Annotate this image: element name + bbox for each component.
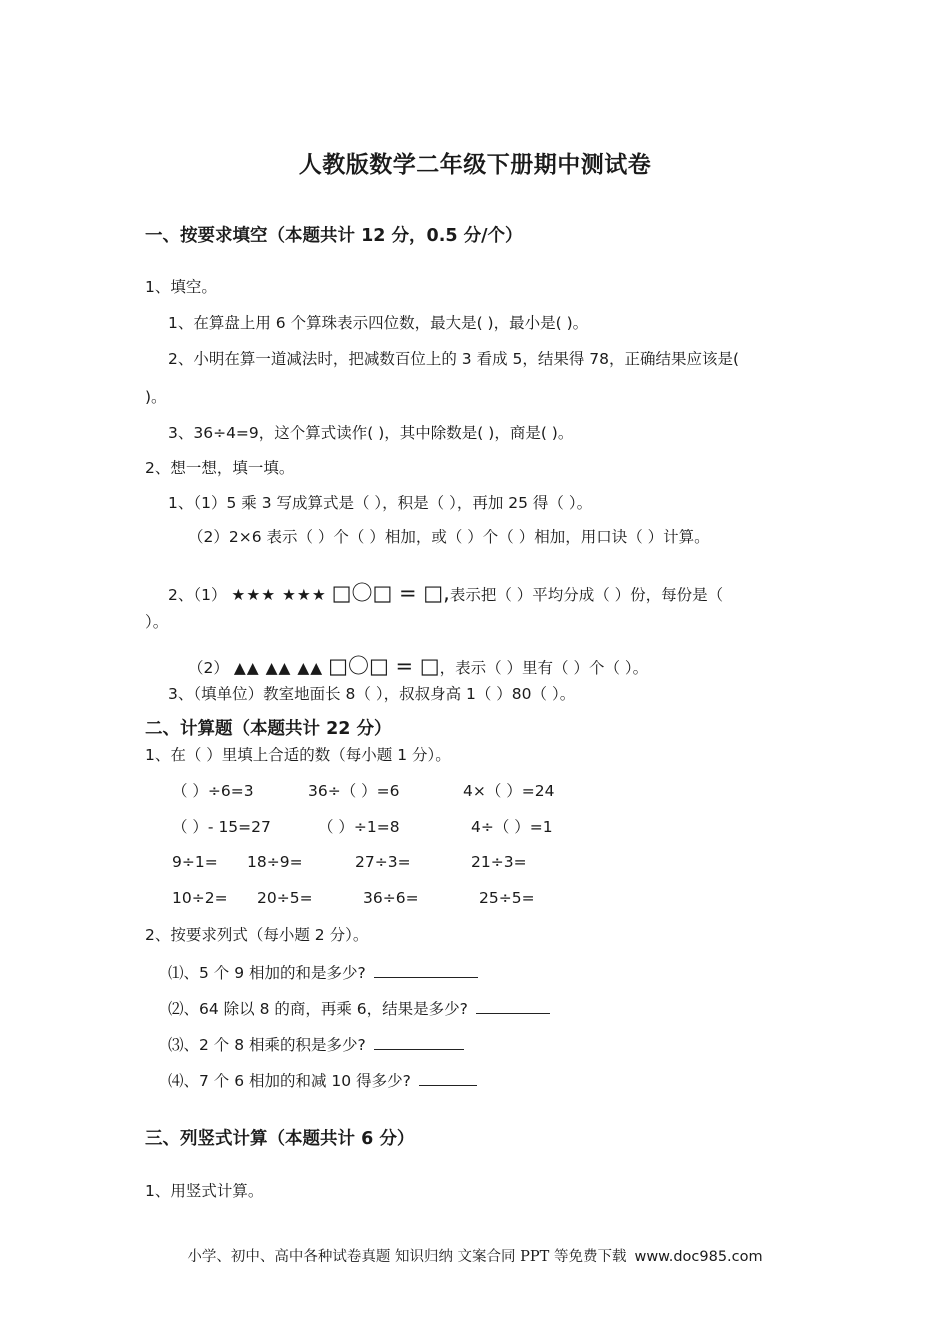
s2-q2-item1 — [168, 961, 478, 983]
calc-cell: 21÷3= — [471, 853, 527, 871]
calc-cell: （ ）÷1=8 — [318, 818, 400, 836]
s1-q2-item2a-text: 表示把（ ）平均分成（ ）份，每份是（ — [449, 586, 724, 604]
s1-q1-item2-cont: )。 — [145, 388, 167, 406]
answer-blank[interactable] — [419, 1069, 477, 1086]
answer-blank[interactable] — [374, 961, 478, 978]
calc-cell: 10÷2= — [172, 889, 228, 907]
section-2-heading: 二、计算题（本题共计 22 分） — [145, 719, 392, 739]
s2-q1-head: 1、在（ ）里填上合适的数（每小题 1 分）。 — [145, 746, 451, 764]
question-text: ⑷、7 个 6 相加的和减 10 得多少? — [168, 1072, 411, 1090]
s1-q1-item1: 1、在算盘上用 6 个算珠表示四位数，最大是( )，最小是( )。 — [168, 314, 589, 332]
page-title: 人教版数学二年级下册期中测试卷 — [298, 152, 652, 178]
section-1-heading: 一、按要求填空（本题共计 12 分，0.5 分/个） — [145, 226, 523, 246]
calc-cell: 36÷（ ）=6 — [308, 782, 400, 800]
s1-q1-head: 1、填空。 — [145, 278, 217, 296]
calc-cell: 25÷5= — [479, 889, 535, 907]
calc-cell: 20÷5= — [257, 889, 313, 907]
question-text: ⑴、5 个 9 相加的和是多少? — [168, 964, 366, 982]
calc-cell: 4÷（ ）=1 — [471, 818, 553, 836]
s2-q2-item2 — [168, 997, 550, 1019]
calc-cell: 36÷6= — [363, 889, 419, 907]
s1-q2-head: 2、想一想，填一填。 — [145, 459, 295, 477]
s1-q2-item2a — [168, 580, 723, 608]
star-group-icon: ★★★ ★★★ — [231, 586, 327, 604]
answer-blank[interactable] — [374, 1033, 464, 1050]
calc-cell: 9÷1= — [172, 853, 218, 871]
question-text: ⑶、2 个 8 相乘的积是多少? — [168, 1036, 366, 1054]
s2-q2-item3 — [168, 1033, 464, 1055]
answer-blank[interactable] — [476, 997, 550, 1014]
triangle-group-icon: ▲▲ ▲▲ ▲▲ — [233, 659, 324, 677]
footer-url[interactable]: www.doc985.com — [634, 1249, 763, 1265]
footer-text: 小学、初中、高中各种试卷真题 知识归纳 文案合同 PPT 等免费下载 — [187, 1249, 627, 1265]
equation-boxes: □〇□ = □, — [331, 581, 450, 605]
s1-q2-item2b-text: ，表示（ ）里有（ ）个（ ）。 — [439, 659, 649, 677]
s1-q2-item2a-cont: ）。 — [145, 613, 169, 631]
calc-cell: （ ）÷6=3 — [172, 782, 254, 800]
s2-q2-head: 2、按要求列式（每小题 2 分）。 — [145, 926, 369, 944]
calc-cell: 27÷3= — [355, 853, 411, 871]
s1-q2-item2a-prefix: 2、（1） — [168, 586, 227, 604]
s1-q1-item2: 2、小明在算一道减法时，把减数百位上的 3 看成 5，结果得 78，正确结果应该是( — [168, 350, 740, 368]
s1-q2-item2b — [188, 653, 648, 681]
equation-boxes-2: □〇□ = □ — [328, 654, 440, 678]
s1-q2-item2b-prefix: （2） — [188, 659, 229, 677]
calc-cell: 4×（ ）=24 — [463, 782, 555, 800]
section-3-heading: 三、列竖式计算（本题共计 6 分） — [145, 1129, 415, 1149]
s3-q1-head: 1、用竖式计算。 — [145, 1182, 264, 1200]
s1-q2-item1a: 1、（1）5 乘 3 写成算式是（ ），积是（ ），再加 25 得（ ）。 — [168, 494, 593, 512]
calc-cell: 18÷9= — [247, 853, 303, 871]
s1-q3: 3、（填单位）教室地面长 8（ ），叔叔身高 1（ ）80（ ）。 — [168, 685, 576, 703]
s1-q1-item3: 3、36÷4=9，这个算式读作( )，其中除数是( )，商是( )。 — [168, 424, 574, 442]
question-text: ⑵、64 除以 8 的商，再乘 6，结果是多少? — [168, 1000, 468, 1018]
s2-q2-item4 — [168, 1069, 477, 1091]
footer — [0, 1245, 950, 1266]
calc-cell: （ ）- 15=27 — [172, 818, 271, 836]
s1-q2-item1b: （2）2×6 表示（ ）个（ ）相加，或（ ）个（ ）相加，用口诀（ ）计算。 — [188, 528, 710, 546]
